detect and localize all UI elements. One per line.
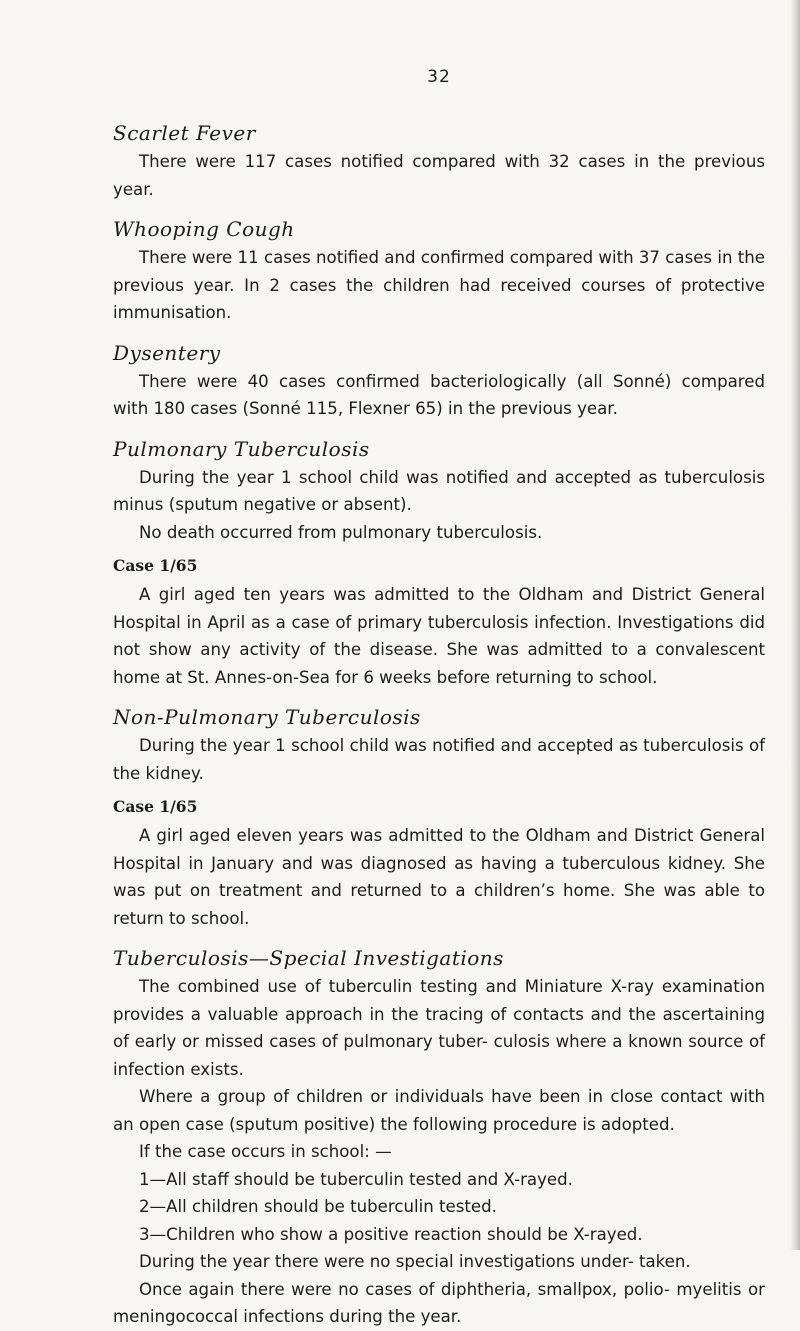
section-scarlet-fever: [113, 120, 765, 203]
paragraph: During the year 1 school child was notified and accepted as tuberculosis minus (sputum negative or absent).: [113, 467, 765, 514]
section-heading: Tuberculosis—Special Investigations: [113, 946, 504, 970]
paragraph: If the case occurs in school: —: [139, 1142, 392, 1161]
section-heading: Pulmonary Tuberculosis: [113, 436, 370, 461]
list-item: 3—Children who show a positive reaction should be X-rayed.: [139, 1224, 643, 1244]
list-item: 2—All children should be tuberculin tested.: [139, 1197, 497, 1216]
section-heading: Whooping Cough: [113, 217, 295, 241]
case-label: Case 1/65: [113, 556, 198, 575]
page-content: [113, 120, 765, 1331]
paragraph: There were 40 cases confirmed bacteriologically (all Sonné) compared with 180 cases (Sonné 115, Flexner 65) in the previous year.: [113, 371, 765, 418]
paragraph: No death occurred from pulmonary tuberculosis.: [139, 522, 543, 542]
paragraph: Once again there were no cases of diphtheria, smallpox, polio- myelitis or meningococcal infections during the year.: [113, 1279, 765, 1326]
section-special-investigations: [113, 945, 765, 1331]
case-paragraph: A girl aged ten years was admitted to the Oldham and District General Hospital in April as a case of primary tuberculosis infection. Investigations did not show any activity of the disease. She was admitted to a convalescent home at St. Annes-on-Sea for 6 weeks before returning to school.: [113, 585, 765, 687]
paragraph: There were 117 cases notified compared with 32 cases in the previous year.: [113, 152, 765, 199]
section-dysentery: [113, 340, 765, 423]
page-edge-shadow: [790, 0, 800, 1250]
case-paragraph: A girl aged eleven years was admitted to the Oldham and District General Hospital in January and was diagnosed as having a tuberculous kidney. She was put on treatment and returned to a children’s home. She was able to return to school.: [113, 826, 765, 928]
list-item: 1—All staff should be tuberculin tested and X-rayed.: [139, 1169, 573, 1189]
section-whooping-cough: [113, 216, 765, 327]
paragraph: There were 11 cases notified and confirmed compared with 37 cases in the previous year. In 2 cases the children had received courses of protective immunisation.: [113, 248, 765, 322]
paragraph: During the year 1 school child was notified and accepted as tuberculosis of the kidney.: [113, 736, 765, 783]
paragraph: During the year there were no special investigations under- taken.: [139, 1252, 691, 1271]
paragraph: Where a group of children or individuals have been in close contact with an open case (sputum positive) the following procedure is adopted.: [113, 1087, 765, 1134]
section-non-pulmonary-tuberculosis: [113, 704, 765, 932]
case-label: Case 1/65: [113, 797, 198, 816]
section-pulmonary-tuberculosis: [113, 436, 765, 692]
paragraph: The combined use of tuberculin testing and Miniature X-ray examination provides a valuable approach in the tracing of contacts and the ascertaining of early or missed cases of pulmonary tuber- culosis where a known source of infection exists.: [113, 977, 765, 1079]
page-number: 32: [427, 67, 451, 87]
section-heading: Non-Pulmonary Tuberculosis: [113, 705, 421, 729]
section-heading: Dysentery: [113, 340, 221, 365]
section-heading: Scarlet Fever: [113, 121, 256, 145]
